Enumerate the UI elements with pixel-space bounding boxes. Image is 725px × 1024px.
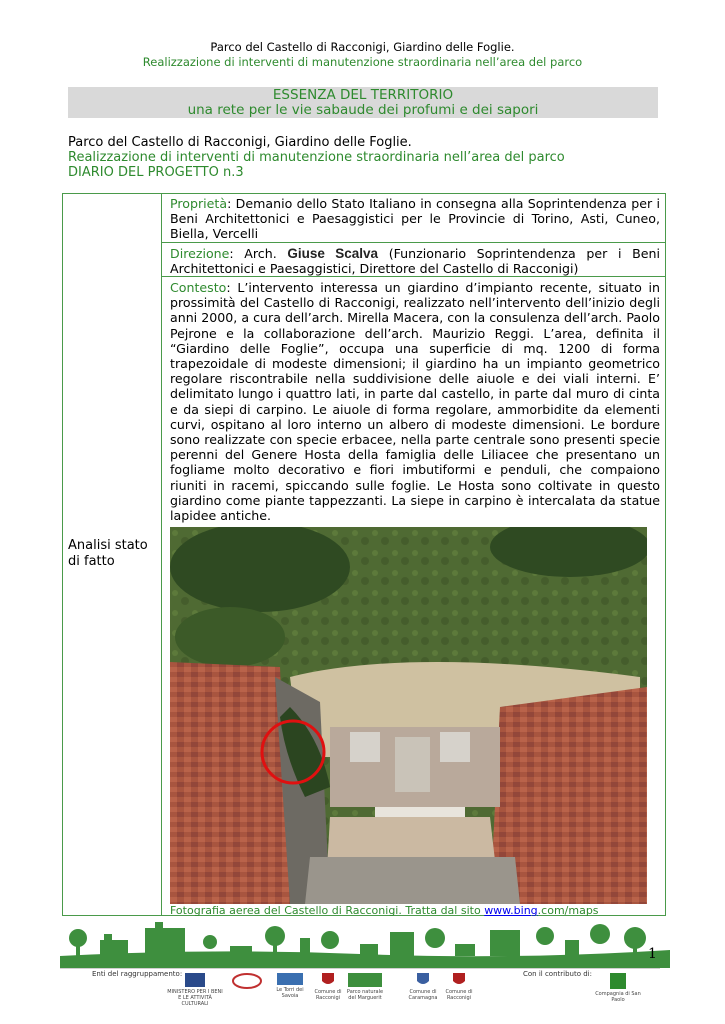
logo-mibac-text: MINISTERO PER I BENI E LE ATTIVITÀ CULTURALI [167,989,223,1007]
caption-suffix: .com/maps [537,904,599,917]
contesto-cell [170,280,660,523]
logo-racconigi-2 [441,973,477,1001]
logo-caramagna-text: Comune di Caramagna [408,989,438,1001]
contesto-text: : L’intervento interessa un giardino d’impianto recente, situato in prossimità del Castello di Racconigi, realizzato nell’intervento dell’inizio degli anni 2000, a cura dell’arch. Mirella Macera, con la consulenza dell’arch. Paolo Pejrone e la collaborazione dell’arch. Maurizio Reggi. L’area, definita il “Giardino delle Foglie”, occupa una superficie di mq. 1200 di forma trapezoidale di modeste dimensioni; il giardino ha un impianto geometrico regolare riscontrabile nella suddivisione delle aiuole e dei viali interni. E’ delimitato lungo i quattro lati, in parte dal castello, in parte dal muro di cinta e da siepi di carpino. Le aiuole di forma regolare, ammorbidite da elementi curvi, ospitano al loro interno un albero di modeste dimensioni. Le bordure sono realizzate con specie erbacee, nella parte centrale sono presenti specie perenni del Genere Hosta della famiglia delle Liliacee che presentano un fogliame molto decorativo e fiori imbutiformi e penduli, che compaiono riuniti in racemi, spiccando sulle foglie. Le Hosta sono coltivate in questo giardino come piante tappezzanti. La siepe in carpino è intercalata da statue lapidee antiche. [170,280,660,524]
band-subtitle: una rete per le vie sabaude dei profumi e dei sapori [187,102,539,118]
crest-icon [322,973,334,987]
crest-icon [453,973,465,987]
caption-text: Fotografia aerea del Castello di Racconigi. Tratta dal sito [170,904,485,917]
footer-partners-label: Enti del raggruppamento: [92,970,183,978]
logo-racconigi-1-text: Comune di Racconigi [314,989,342,1001]
title-band [68,87,658,118]
row-divider [161,242,666,243]
aerial-photo [170,527,647,904]
oval-emblem-icon [232,973,262,989]
logo-caramagna [405,973,441,1001]
direzione-label: Direzione [170,246,230,261]
proprieta-cell [170,196,660,242]
contesto-label: Contesto [170,280,227,295]
footer-divider [60,968,660,969]
intro-diary: DIARIO DEL PROGETTO n.3 [68,165,244,180]
crest-icon [417,973,429,987]
logo-torri [270,973,310,999]
marguerit-emblem-icon [348,973,382,987]
logo-marguerit-text: Parco naturale del Marguerit [346,989,384,1001]
sanpaolo-emblem-icon [610,973,626,989]
band-title: ESSENZA DEL TERRITORIO [272,87,454,103]
logo-torri-text: Le Torri dei Savoia [276,987,304,999]
proprieta-text: : Demanio dello Stato Italiano in consegna alla Soprintendenza per i Beni Architettonici e Paesaggistici per le Provincie di Torino, Asti, Cuneo, Biella, Vercelli [170,196,660,242]
logo-marguerit [345,973,385,1001]
page-number: 1 [648,946,657,962]
left-cell-label: Analisi stato di fatto [68,538,148,569]
logo-racconigi-1 [312,973,344,1001]
footer-skyline-illustration [60,918,670,968]
direzione-post: (Funzionario Soprintendenza per i Beni Architettonici e Paesaggistici, Direttore del Castello di Racconigi) [170,246,660,277]
direzione-pre: : Arch. [229,246,288,261]
logo-racconigi-2-text: Comune di Racconigi [445,989,473,1001]
running-header-subtitle: Realizzazione di interventi di manutenzione straordinaria nell’area del parco [142,55,583,69]
proprieta-label: Proprietà [170,196,228,211]
torri-emblem-icon [277,973,303,985]
intro-subtitle: Realizzazione di interventi di manutenzione straordinaria nell’area del parco [68,150,565,165]
logo-sanpaolo-text: Compagnia di San Paolo [595,991,641,1003]
intro-title: Parco del Castello di Racconigi, Giardino delle Foglie. [68,135,412,150]
photo-caption [170,904,599,917]
logo-mibac [165,973,225,1007]
running-header-title: Parco del Castello di Racconigi, Giardino delle Foglie. [210,40,515,54]
table-divider [161,193,162,916]
logo-circle [230,973,264,991]
caption-link[interactable]: www.bing [484,904,538,917]
logo-sanpaolo [588,973,648,1003]
direzione-cell [170,246,660,276]
footer-contrib-label: Con il contributo di: [523,970,592,978]
direzione-name: Giuse Scalva [287,246,379,261]
mibac-emblem-icon [185,973,205,987]
